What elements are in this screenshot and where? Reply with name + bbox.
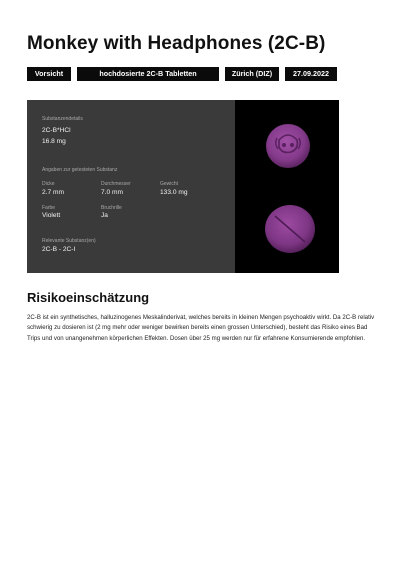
pill-back-icon (265, 205, 315, 253)
color-value: Violett (42, 212, 61, 219)
risk-heading: Risikoeinschätzung (27, 290, 150, 305)
pill-front-icon (266, 124, 310, 168)
scoreline-value: Ja (101, 212, 108, 219)
description-tag: hochdosierte 2C-B Tabletten (77, 67, 219, 81)
scoreline-label: Bruchrille (101, 205, 122, 211)
color-label: Farbe (42, 205, 56, 211)
pill-photo (235, 100, 339, 273)
relevant-substances-label: Relevante Substanz(en) (42, 238, 96, 244)
substance-section-label: Substanzendetails (42, 116, 83, 122)
weight-value: 133.0 mg (160, 189, 188, 196)
date-tag: 27.09.2022 (285, 67, 337, 81)
substance-amount: 16.8 mg (42, 138, 66, 145)
relevant-substances-value: 2C-B - 2C-I (42, 246, 76, 253)
thickness-value: 2.7 mm (42, 189, 64, 196)
pill-illustration (235, 100, 339, 273)
substance-name: 2C-B*HCl (42, 127, 71, 134)
page-title: Monkey with Headphones (2C-B) (27, 33, 326, 54)
risk-text: 2C-B ist ein synthetisches, halluzinogenes Meskalinderivat, welches bereits in kleinen Mengen psychoaktiv wirkt. Da 2C-B relativ schwierig zu dosieren ist (2 mg mehr oder weniger bewirken bereits einen grossen Unterschied), besteht das Risiko eines Bad Trips und von unangenehmen körperlichen Effekten. Dosen über 25 mg werden nur für erfahrene Konsumierende empfohlen. (27, 314, 375, 342)
diameter-value: 7.0 mm (101, 189, 123, 196)
thickness-label: Dicke (42, 181, 55, 187)
location-tag: Zürich (DIZ) (225, 67, 279, 81)
diameter-label: Durchmesser (101, 181, 131, 187)
tested-section-label: Angaben zur getesteten Substanz (42, 167, 118, 173)
pill-info-card (27, 100, 339, 273)
weight-label: Gewicht (160, 181, 179, 187)
pill-details (27, 100, 235, 273)
warning-tag: Vorsicht (27, 67, 71, 81)
